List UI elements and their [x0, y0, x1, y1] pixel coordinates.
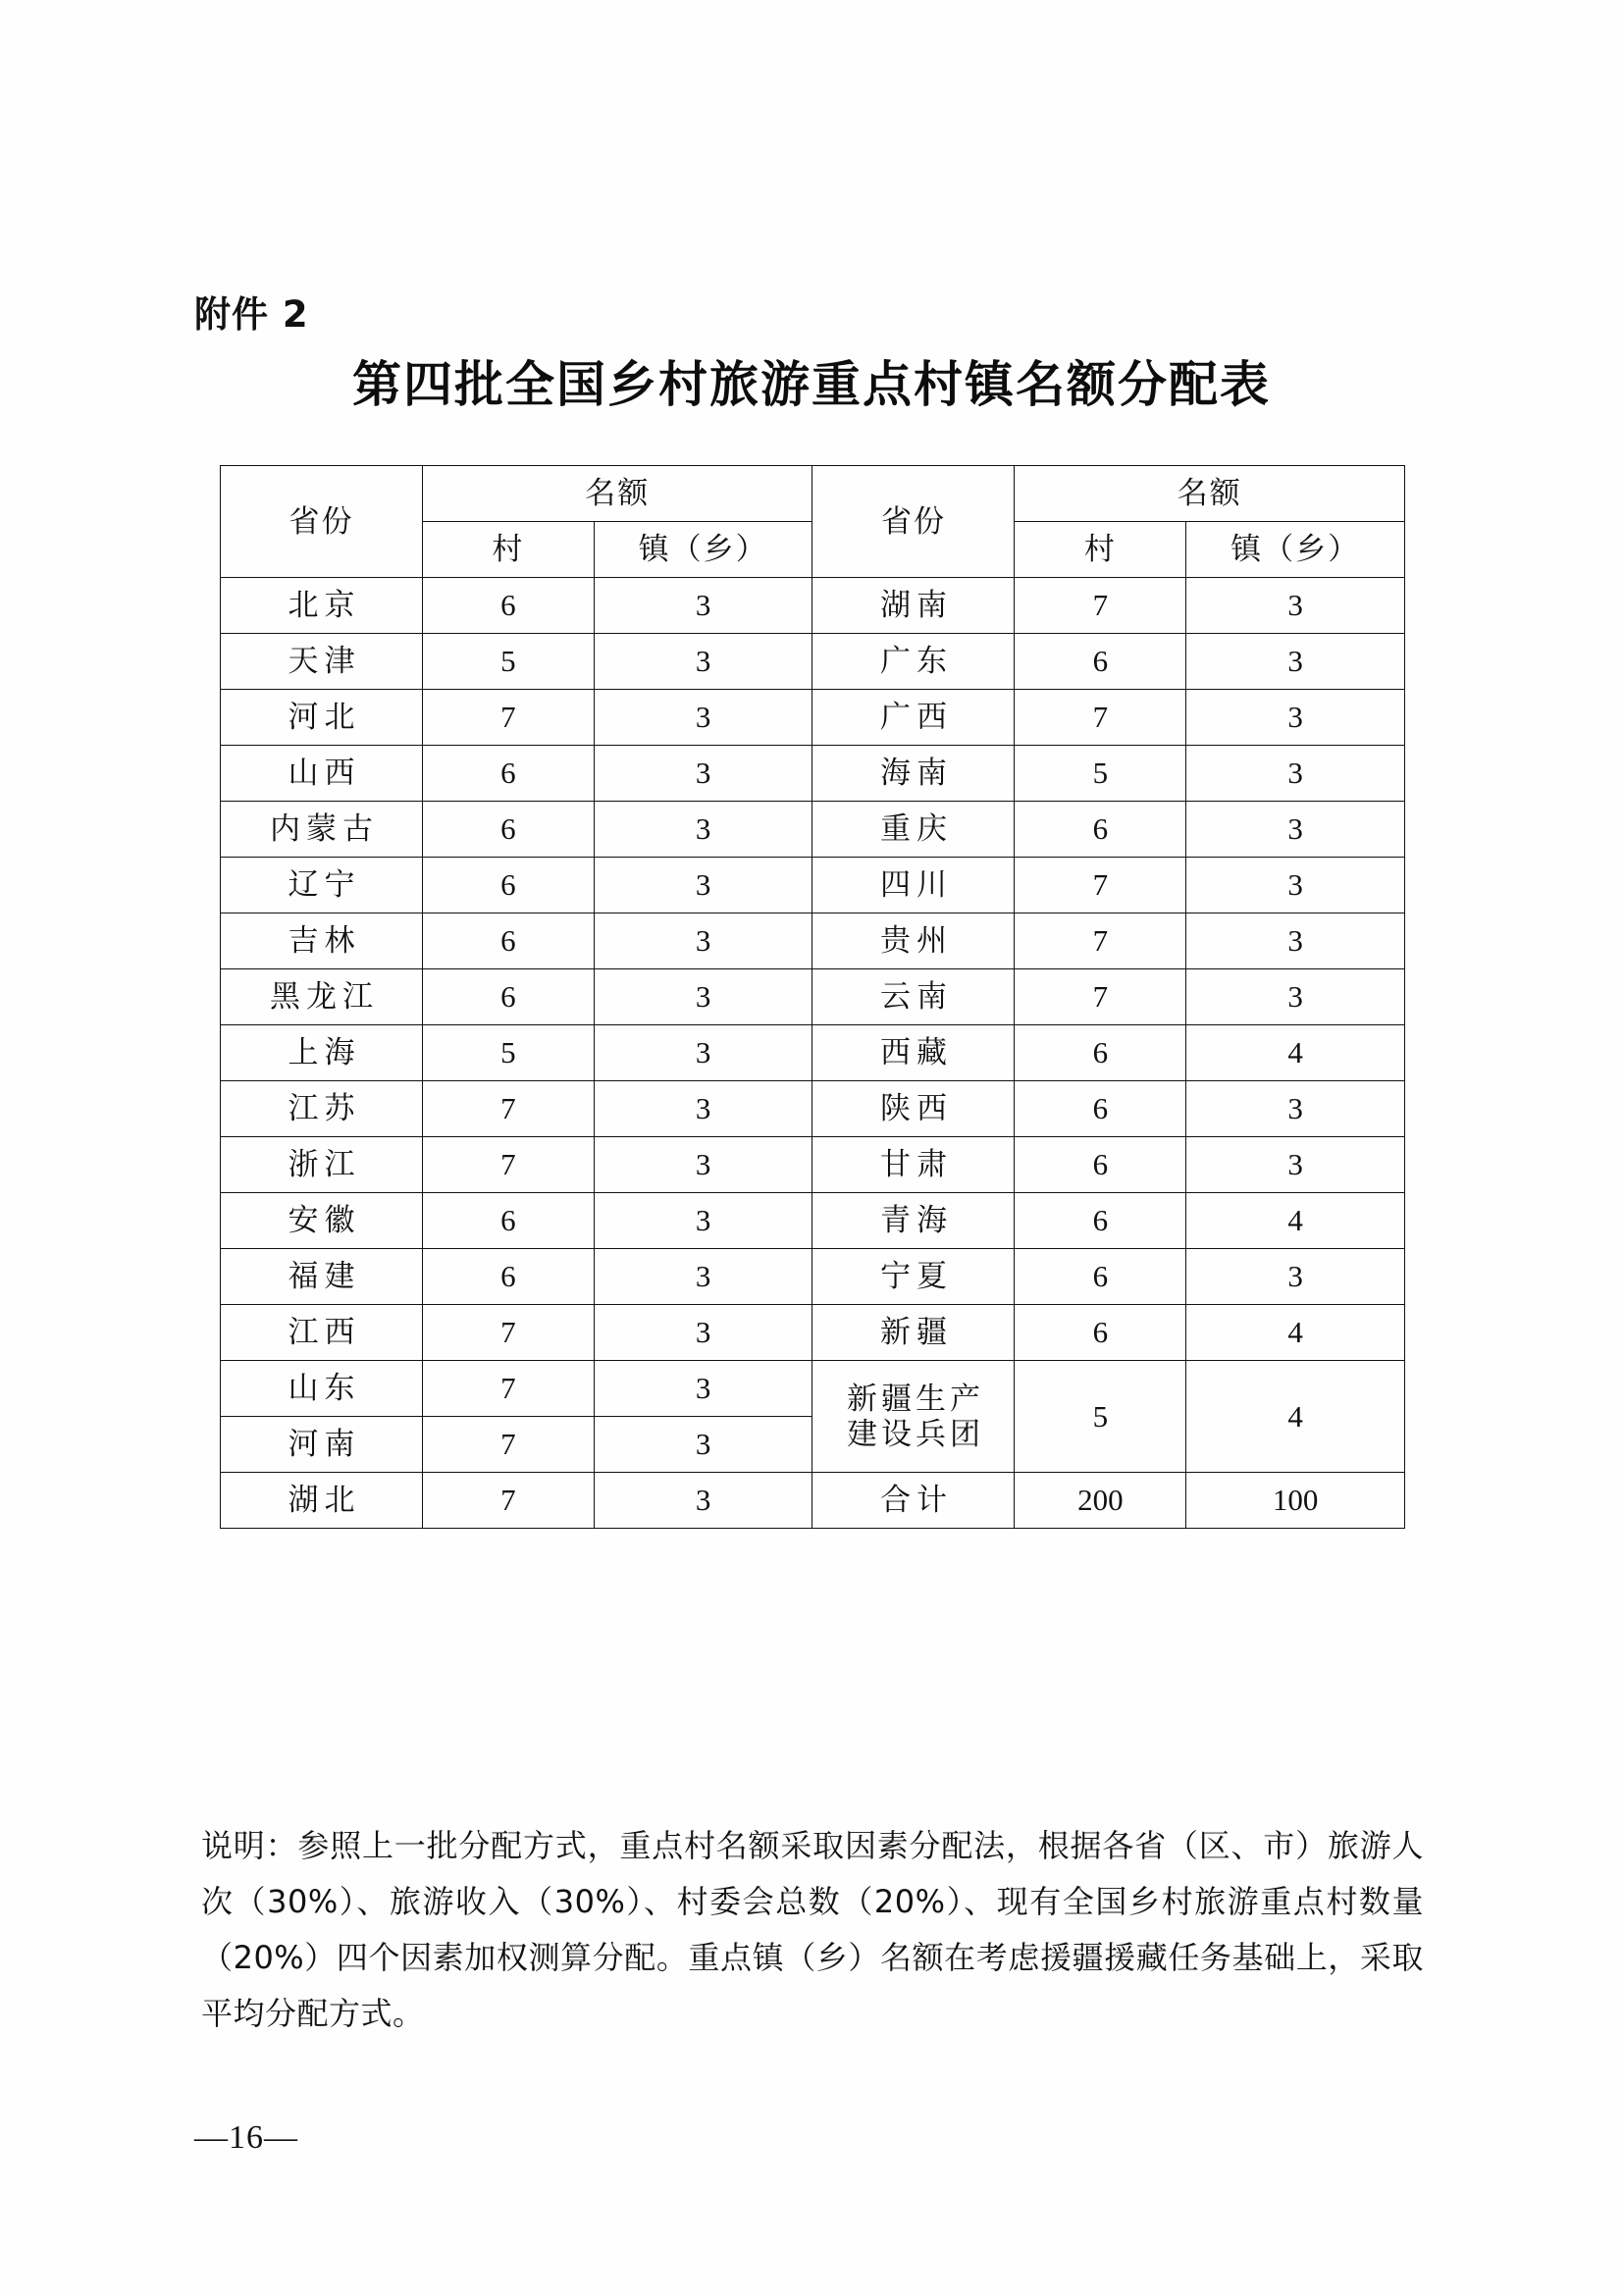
table-header [221, 466, 1405, 578]
cell-left_town: 3 [594, 746, 812, 802]
cell-right_village: 5 [1015, 746, 1186, 802]
cell-left_town: 3 [594, 1417, 812, 1473]
cell-left_province: 内蒙古 [221, 802, 423, 858]
cell-right_town: 3 [1186, 802, 1405, 858]
cell-left_town: 3 [594, 1137, 812, 1193]
page-number: —16— [194, 2119, 298, 2156]
cell-left_village: 6 [422, 746, 594, 802]
cell-left_province: 天津 [221, 634, 423, 690]
table-row [221, 1081, 1405, 1137]
cell-left_province: 浙江 [221, 1137, 423, 1193]
cell-left_village: 6 [422, 858, 594, 913]
cell-left_province: 黑龙江 [221, 969, 423, 1025]
cell-left_town: 3 [594, 1361, 812, 1417]
cell-left_town: 3 [594, 1025, 812, 1081]
cell-left_town: 3 [594, 802, 812, 858]
cell-right_village: 6 [1015, 1305, 1186, 1361]
header-town-right: 镇（乡） [1186, 522, 1405, 578]
header-village-left: 村 [422, 522, 594, 578]
cell-left_town: 3 [594, 1305, 812, 1361]
cell-right_village: 7 [1015, 969, 1186, 1025]
cell-right_village: 6 [1015, 1249, 1186, 1305]
province-line-1: 新疆生产 [846, 1381, 984, 1416]
attachment-label: 附件 2 [194, 293, 309, 336]
cell-right_village: 6 [1015, 1025, 1186, 1081]
cell-left_province: 北京 [221, 578, 423, 634]
table-row [221, 913, 1405, 969]
cell-left_town: 3 [594, 1193, 812, 1249]
table-row [221, 634, 1405, 690]
table-row [221, 578, 1405, 634]
cell-left_village: 7 [422, 1473, 594, 1529]
table-body [221, 578, 1405, 1529]
cell-right_village: 7 [1015, 913, 1186, 969]
cell-left_province: 江西 [221, 1305, 423, 1361]
table-row [221, 858, 1405, 913]
cell-right_village: 200 [1015, 1473, 1186, 1529]
cell-right_village: 7 [1015, 578, 1186, 634]
table-row [221, 1137, 1405, 1193]
cell-left_village: 5 [422, 634, 594, 690]
cell-left_province: 河南 [221, 1417, 423, 1473]
cell-right_town: 3 [1186, 690, 1405, 746]
table-row [221, 1193, 1405, 1249]
cell-left_province: 吉林 [221, 913, 423, 969]
cell-right_town: 4 [1186, 1305, 1405, 1361]
cell-left_town: 3 [594, 578, 812, 634]
cell-left_village: 5 [422, 1025, 594, 1081]
cell-right_town: 3 [1186, 746, 1405, 802]
cell-right_village: 6 [1015, 1137, 1186, 1193]
cell-left_village: 7 [422, 690, 594, 746]
cell-right_province: 广东 [812, 634, 1015, 690]
cell-left_village: 6 [422, 913, 594, 969]
cell-left_village: 7 [422, 1081, 594, 1137]
cell-right_town: 100 [1186, 1473, 1405, 1529]
cell-left_town: 3 [594, 1081, 812, 1137]
header-quota-right: 名额 [1015, 466, 1405, 522]
cell-left_province: 山西 [221, 746, 423, 802]
cell-left_village: 6 [422, 578, 594, 634]
cell-left_province: 辽宁 [221, 858, 423, 913]
cell-right_province: 海南 [812, 746, 1015, 802]
cell-left_province: 江苏 [221, 1081, 423, 1137]
cell-left_village: 7 [422, 1361, 594, 1417]
cell-left_village: 7 [422, 1305, 594, 1361]
cell-left_province: 福建 [221, 1249, 423, 1305]
header-province-right: 省份 [812, 466, 1015, 578]
cell-right_province: 湖南 [812, 578, 1015, 634]
cell-right_province: 重庆 [812, 802, 1015, 858]
cell-right_town: 3 [1186, 1137, 1405, 1193]
quota-allocation-table [220, 465, 1405, 1529]
cell-right_town: 4 [1186, 1193, 1405, 1249]
province-line-2: 建设兵团 [846, 1416, 984, 1451]
cell-right_village: 6 [1015, 1193, 1186, 1249]
cell-right_province: 广西 [812, 690, 1015, 746]
cell-right_province: 新疆 [812, 1305, 1015, 1361]
header-province-left: 省份 [221, 466, 423, 578]
cell-left_village: 7 [422, 1137, 594, 1193]
note-text: 说明：参照上一批分配方式，重点村名额采取因素分配法，根据各省（区、市）旅游人次（30%）、旅游收入（30%）、村委会总数（20%）、现有全国乡村旅游重点村数量（20%）四个因素加权测算分配。重点镇（乡）名额在考虑援疆援藏任务基础上，采取平均分配方式。 [201, 1827, 1424, 2032]
cell-left_province: 上海 [221, 1025, 423, 1081]
cell-right_town: 3 [1186, 578, 1405, 634]
cell-right_province: 云南 [812, 969, 1015, 1025]
cell-right_town: 3 [1186, 1081, 1405, 1137]
cell-right_village: 7 [1015, 690, 1186, 746]
table-row [221, 1305, 1405, 1361]
cell-right_province: 甘肃 [812, 1137, 1015, 1193]
cell-right_province: 宁夏 [812, 1249, 1015, 1305]
cell-left_village: 7 [422, 1417, 594, 1473]
header-village-right: 村 [1015, 522, 1186, 578]
page-title: 第四批全国乡村旅游重点村镇名额分配表 [352, 356, 1271, 413]
cell-right_province [812, 1361, 1015, 1473]
cell-right_town: 3 [1186, 634, 1405, 690]
cell-right_village: 5 [1015, 1361, 1186, 1473]
cell-left_province: 湖北 [221, 1473, 423, 1529]
table-row [221, 746, 1405, 802]
header-town-left: 镇（乡） [594, 522, 812, 578]
cell-left_town: 3 [594, 690, 812, 746]
table-row [221, 969, 1405, 1025]
cell-left_village: 6 [422, 802, 594, 858]
table-row [221, 1249, 1405, 1305]
cell-right_town: 4 [1186, 1025, 1405, 1081]
header-quota-left: 名额 [422, 466, 812, 522]
cell-right_province: 西藏 [812, 1025, 1015, 1081]
cell-left_town: 3 [594, 1249, 812, 1305]
cell-right_province: 青海 [812, 1193, 1015, 1249]
cell-left_village: 6 [422, 1249, 594, 1305]
cell-left_town: 3 [594, 913, 812, 969]
cell-left_province: 山东 [221, 1361, 423, 1417]
cell-left_province: 安徽 [221, 1193, 423, 1249]
table-header-row-1 [221, 466, 1405, 522]
cell-left_village: 6 [422, 1193, 594, 1249]
cell-right_town: 3 [1186, 969, 1405, 1025]
cell-right_town: 3 [1186, 913, 1405, 969]
cell-right_village: 6 [1015, 802, 1186, 858]
cell-left_village: 6 [422, 969, 594, 1025]
cell-left_town: 3 [594, 969, 812, 1025]
cell-right_town: 4 [1186, 1361, 1405, 1473]
table-row [221, 1473, 1405, 1529]
table-row [221, 690, 1405, 746]
cell-right_village: 6 [1015, 1081, 1186, 1137]
cell-right_town: 3 [1186, 858, 1405, 913]
cell-right_town: 3 [1186, 1249, 1405, 1305]
table-row [221, 1025, 1405, 1081]
cell-left_town: 3 [594, 634, 812, 690]
cell-right_village: 6 [1015, 634, 1186, 690]
cell-right_province: 四川 [812, 858, 1015, 913]
cell-right_province: 陕西 [812, 1081, 1015, 1137]
cell-right_province: 贵州 [812, 913, 1015, 969]
cell-right_village: 7 [1015, 858, 1186, 913]
table-row [221, 1361, 1405, 1417]
cell-left_province: 河北 [221, 690, 423, 746]
cell-left_town: 3 [594, 1473, 812, 1529]
cell-right_province: 合计 [812, 1473, 1015, 1529]
table-row [221, 802, 1405, 858]
cell-left_town: 3 [594, 858, 812, 913]
